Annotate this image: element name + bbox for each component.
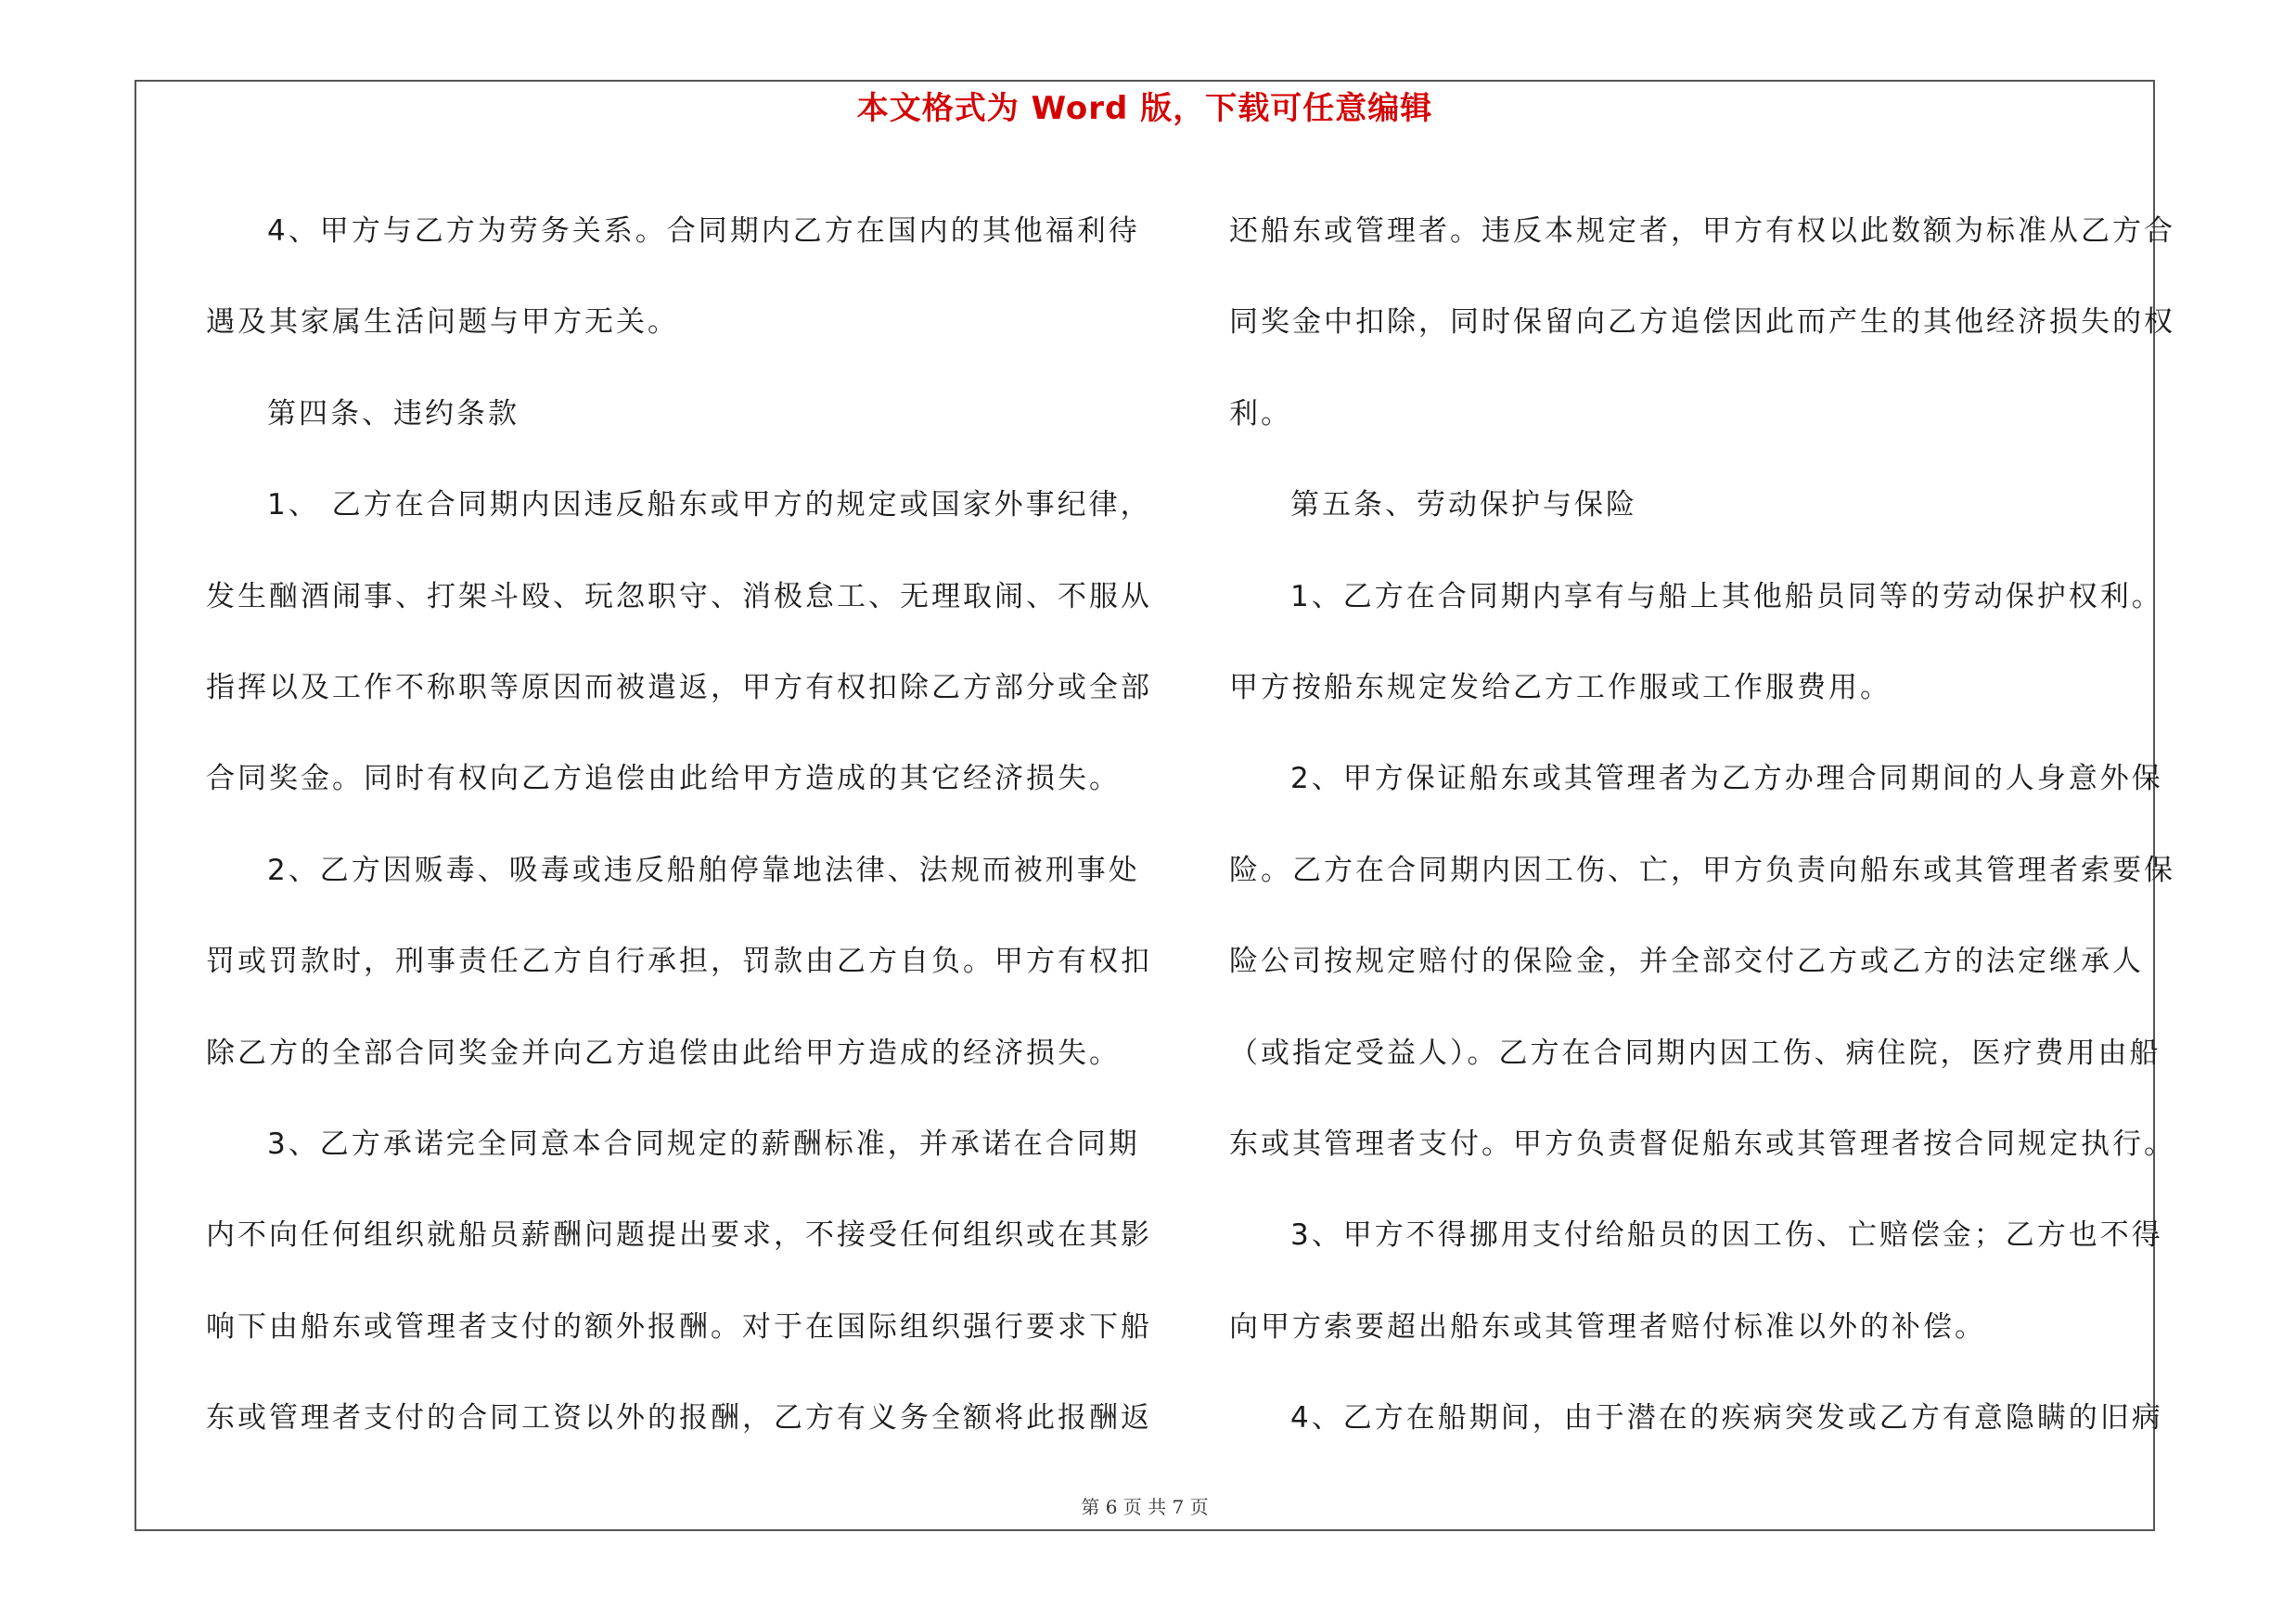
text-line: 东或管理者支付的合同工资以外的报酬，乙方有义务全额将此报酬返: [206, 1401, 1152, 1436]
page-number-footer: 第 6 页 共 7 页: [1081, 1496, 1209, 1518]
right-text-column: [1229, 186, 2175, 1463]
text-line: 险公司按规定赔付的保险金，并全部交付乙方或乙方的法定继承人: [1229, 945, 2144, 979]
left-text-column: [206, 186, 1152, 1463]
text-line: 同奖金中扣除，同时保留向乙方追偿因此而产生的其他经济损失的权: [1229, 305, 2175, 340]
text-line: 2、甲方保证船东或其管理者为乙方办理合同期间的人身意外保: [1290, 762, 2163, 796]
text-line: 3、甲方不得挪用支付给船员的因工伤、亡赔偿金；乙方也不得: [1290, 1218, 2163, 1253]
section-heading: 第四条、违约条款: [267, 396, 519, 431]
text-line: 遇及其家属生活问题与甲方无关。: [206, 305, 679, 340]
text-line: 3、乙方承诺完全同意本合同规定的薪酬标准，并承诺在合同期: [267, 1127, 1140, 1161]
text-line: 1、 乙方在合同期内因违反船东或甲方的规定或国家外事纪律，: [267, 488, 1152, 522]
text-line: 响下由船东或管理者支付的额外报酬。对于在国际组织强行要求下船: [206, 1309, 1152, 1344]
text-line: 险。乙方在合同期内因工伤、亡，甲方负责向船东或其管理者索要保: [1229, 853, 2175, 887]
text-line: 发生酗酒闹事、打架斗殴、玩忽职守、消极怠工、无理取闹、不服从: [206, 579, 1152, 613]
text-line: 除乙方的全部合同奖金并向乙方追偿由此给甲方造成的经济损失。: [206, 1036, 1121, 1070]
text-line: 向甲方索要超出船东或其管理者赔付标准以外的补偿。: [1229, 1309, 1986, 1344]
text-line: 合同奖金。同时有权向乙方追偿由此给甲方造成的其它经济损失。: [206, 762, 1121, 796]
text-line: 内不向任何组织就船员薪酬问题提出要求，不接受任何组织或在其影: [206, 1218, 1152, 1253]
text-line: 罚或罚款时，刑事责任乙方自行承担，罚款由乙方自负。甲方有权扣: [206, 945, 1152, 979]
text-line: （或指定受益人）。乙方在合同期内因工伤、病住院，医疗费用由船: [1229, 1036, 2161, 1070]
text-line: 指挥以及工作不称职等原因而被遣返，甲方有权扣除乙方部分或全部: [206, 670, 1152, 704]
section-heading: 第五条、劳动保护与保险: [1290, 488, 1637, 522]
text-line: 1、乙方在合同期内享有与船上其他船员同等的劳动保护权利。: [1290, 579, 2163, 613]
text-line: 东或其管理者支付。甲方负责督促船东或其管理者按合同规定执行。: [1229, 1127, 2175, 1161]
text-line: 4、乙方在船期间，由于潜在的疾病突发或乙方有意隐瞒的旧病: [1290, 1401, 2163, 1436]
text-line: 还船东或管理者。违反本规定者，甲方有权以此数额为标准从乙方合: [1229, 214, 2175, 248]
word-format-banner: 本文格式为 Word 版，下载可任意编辑: [856, 90, 1433, 127]
text-line: 利。: [1229, 396, 1292, 431]
text-line: 甲方按船东规定发给乙方工作服或工作服费用。: [1229, 670, 1892, 704]
text-line: 4、甲方与乙方为劳务关系。合同期内乙方在国内的其他福利待: [267, 214, 1140, 248]
text-line: 2、乙方因贩毒、吸毒或违反船舶停靠地法律、法规而被刑事处: [267, 853, 1140, 887]
